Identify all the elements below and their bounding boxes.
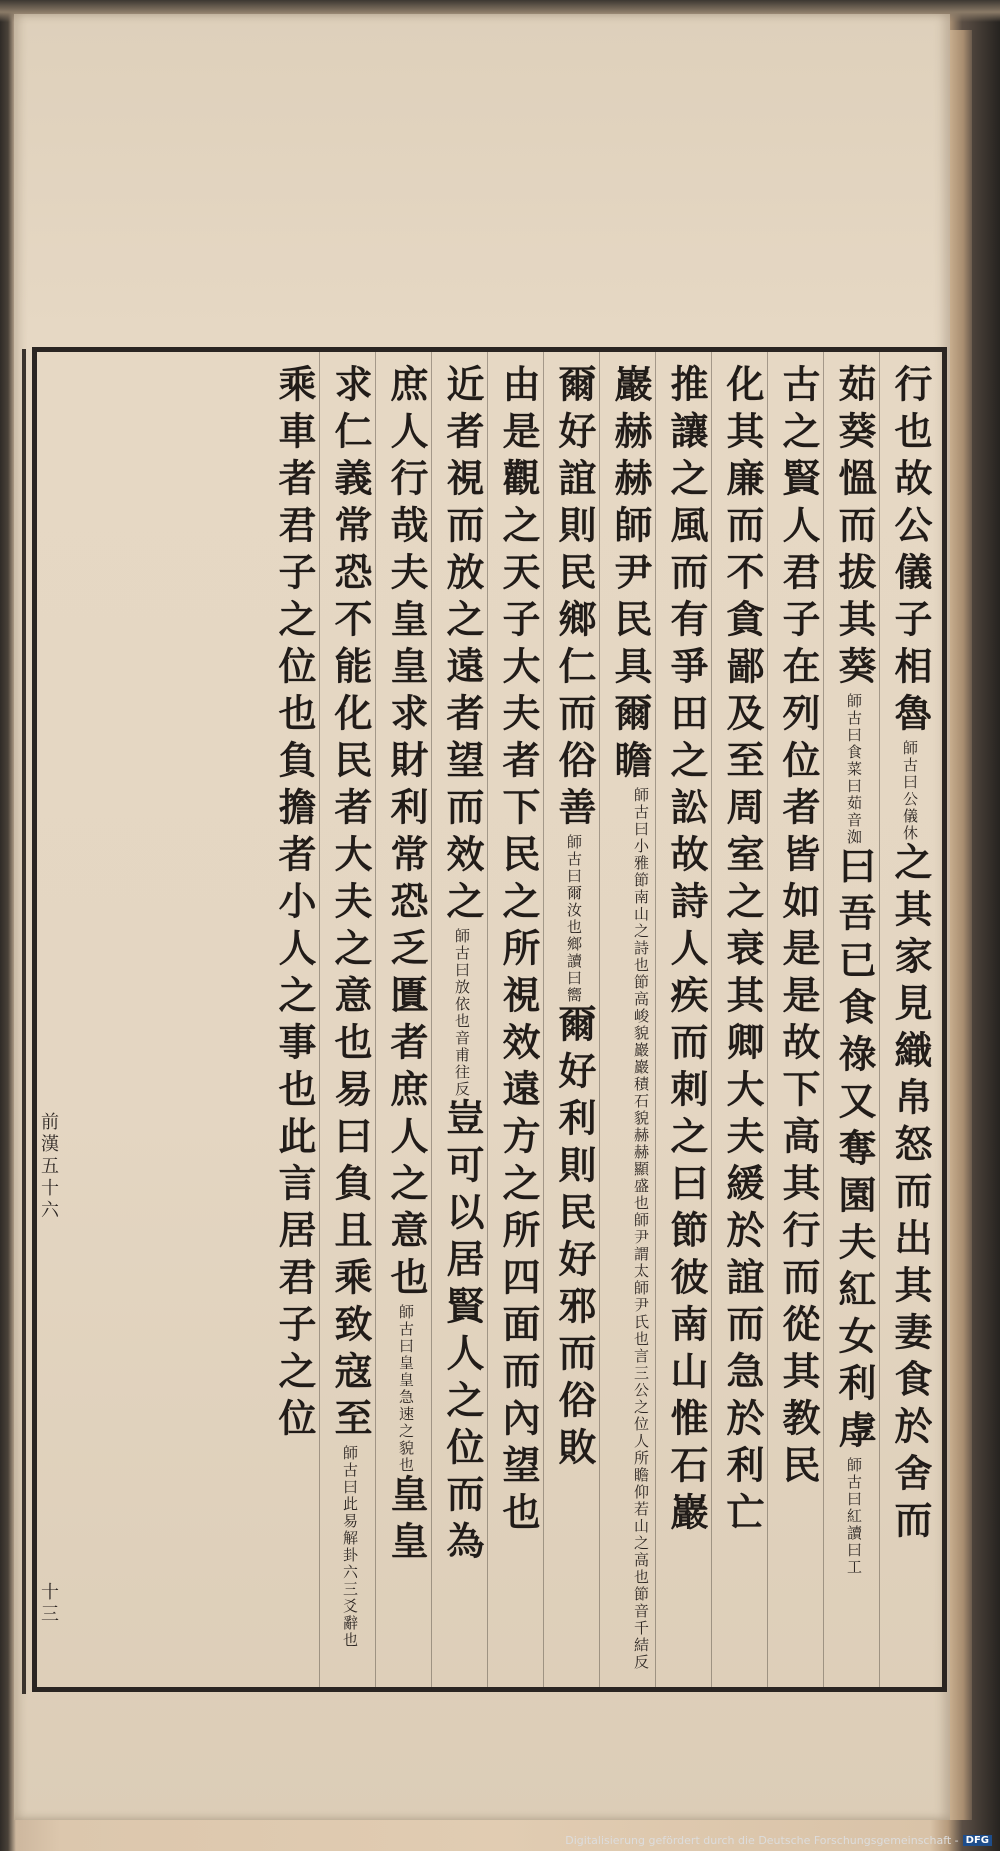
column-text: 推讓之風而有爭田之訟故詩人疾而刺之曰節彼南山惟石巖: [664, 364, 709, 1539]
column-text: 巖赫赫師尹民具爾瞻: [608, 364, 653, 787]
column-rule: [599, 352, 600, 1687]
text-column-10: [381, 364, 431, 1674]
column-rule: [767, 352, 768, 1687]
text-column-9: [437, 364, 487, 1674]
outer-border-line: [22, 349, 26, 1694]
column-text: 豈可以居賢人之位而為: [440, 1098, 485, 1568]
column-rule: [711, 352, 712, 1687]
column-note: 師古曰公儀休: [901, 740, 919, 842]
margin-page-number: 十三: [38, 1582, 59, 1626]
text-column-3: [773, 364, 823, 1674]
column-text: 求仁義常恐不能化民者大夫之意也易曰負且乘致寇至: [328, 364, 373, 1445]
column-note: 師古曰放依也音甫往反: [453, 928, 471, 1098]
digitization-credit: [565, 1834, 992, 1847]
page-fore-edge: [950, 30, 972, 1820]
column-text: 近者視而放之遠者望而效之: [440, 364, 485, 928]
text-column-5: [661, 364, 711, 1674]
column-text: 爾好誼則民鄉仁而俗善: [552, 364, 597, 834]
column-rule: [543, 352, 544, 1687]
column-text: 化其廉而不貪鄙及至周室之衰其卿大夫緩於誼而急於利亡: [720, 364, 765, 1539]
text-column-7: [549, 364, 599, 1674]
column-note: 師古曰食菜曰茹音洳: [845, 693, 863, 846]
column-note: 師古曰小雅節南山之詩也節高峻貌巖巖積石貌赫赫顯盛也師尹謂太師尹氏也言三公之位人所瞻仰若山之高也節音千結反: [632, 787, 650, 1671]
column-text: 行也故公儀子相魯: [888, 364, 933, 740]
text-column-6: [605, 364, 655, 1674]
column-note: 師古曰紅讀曰工: [845, 1457, 863, 1576]
column-text: 庶人行哉夫皇皇求財利常恐乏匱者庶人之意也: [384, 364, 429, 1304]
column-rule: [375, 352, 376, 1687]
text-column-2: [829, 364, 879, 1674]
column-rule: [879, 352, 880, 1687]
column-text: 皇皇: [384, 1474, 429, 1568]
margin-volume-title: 前漢五十六: [38, 1112, 59, 1222]
column-text: 乘車者君子之位也負擔者小人之事也此言居君子之位: [272, 364, 317, 1445]
text-column-4: [717, 364, 767, 1674]
column-text: 爾好利則民好邪而俗敗: [552, 1004, 597, 1474]
credit-text: Digitalisierung gefördert durch die Deutsche Forschungsgemeinschaft -: [565, 1834, 959, 1847]
column-note: 師古曰皇皇急速之貌也: [397, 1304, 415, 1474]
column-rule: [487, 352, 488, 1687]
column-rule: [431, 352, 432, 1687]
column-text: 茹葵慍而拔其葵: [832, 364, 877, 693]
column-note: 師古曰爾汝也鄉讀曰嚮: [565, 834, 583, 1004]
column-text: 曰吾已食祿又奪園夫紅女利虖: [832, 846, 877, 1457]
text-column-11: [325, 364, 375, 1674]
column-text: 由是觀之天子大夫者下民之所視效遠方之所四面而內望也: [496, 364, 541, 1539]
dfg-logo: DFG: [963, 1835, 992, 1846]
column-rule: [655, 352, 656, 1687]
text-column-1: [885, 364, 935, 1674]
paper-page: [14, 14, 950, 1820]
column-rule: [823, 352, 824, 1687]
text-frame: [32, 347, 947, 1692]
column-text: 古之賢人君子在列位者皆如是是故下高其行而從其教民: [776, 364, 821, 1492]
column-rule: [319, 352, 320, 1687]
column-text: 之其家見織帛怒而出其妻食於舍而: [888, 842, 933, 1547]
column-note: 師古曰此易解卦六三爻辭也: [341, 1445, 359, 1649]
text-column-8: [493, 364, 543, 1674]
text-column-12: [269, 364, 319, 1674]
